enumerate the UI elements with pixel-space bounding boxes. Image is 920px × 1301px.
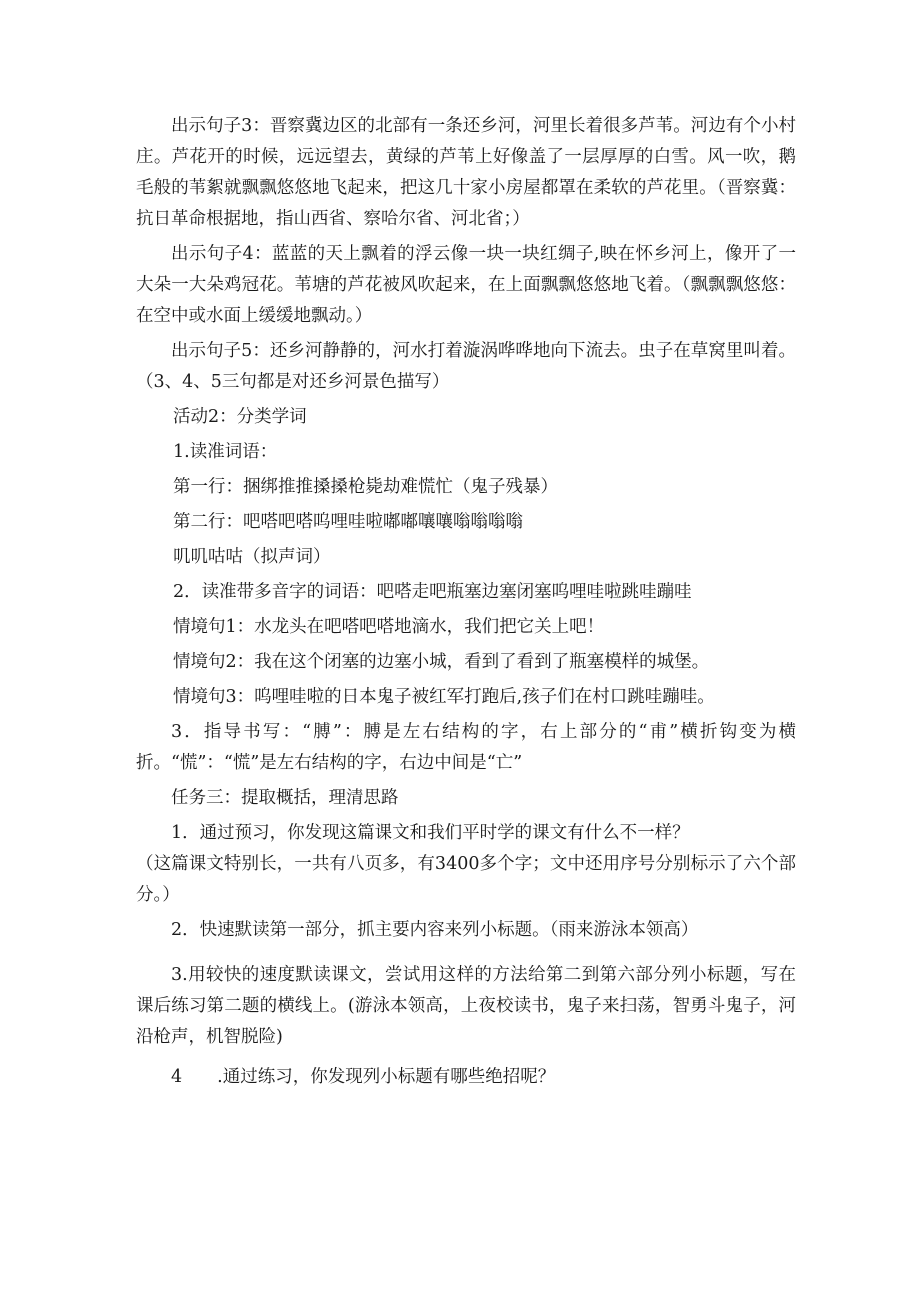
context-sentence-2: 情境句2：我在这个闭塞的边塞小城，看到了看到了瓶塞模样的城堡。 (173, 652, 710, 672)
question-1: 1．通过预习，你发现这篇课文和我们平时学的课文有什么不一样？ (171, 823, 690, 843)
word-row-2-continued: 叽叽咕咕（拟声词） (173, 547, 331, 567)
question-3: 3.用较快的速度默读课文，尝试用这样的方法给第二到第六部分列小标题，写在课后练习第二题的横线上。(游泳本领高，上夜校读书，鬼子来扫荡，智勇斗鬼子，河沿枪声，机智脱险) (136, 965, 796, 1047)
word-row-2: 第二行：吧嗒吧嗒呜哩哇啦嘟嘟嚷嚷嗡嗡嗡嗡 (173, 512, 523, 532)
context-sentence-1: 情境句1：水龙头在吧嗒吧嗒地滴水，我们把它关上吧！ (173, 617, 605, 637)
context-sentence-3: 情境句3：呜哩哇啦的日本鬼子被红军打跑后,孩子们在村口跳哇蹦哇。 (173, 687, 715, 707)
document-page (136, 111, 796, 1093)
activity-2-heading: 活动2：分类学词 (173, 407, 307, 427)
sentence-3: 出示句子3：晋察冀边区的北部有一条还乡河，河里长着很多芦苇。河边有个小村庄。芦花开的时候，远远望去，黄绿的芦苇上好像盖了一层厚厚的白雪。风一吹，鹅毛般的苇絮就飘飘悠悠地飞起来，把这几十家小房屋都罩在柔软的芦花里。（晋察冀：抗日革命根据地，指山西省、察哈尔省、河北省；） (136, 116, 796, 229)
sentence-5: 出示句子5：还乡河静静的，河水打着漩涡哗哗地向下流去。虫子在草窝里叫着。（3、4、5三句都是对还乡河景色描写） (136, 341, 796, 392)
sentence-4: 出示句子4：蓝蓝的天上飘着的浮云像一块一块红绸子,映在怀乡河上，像开了一大朵一大朵鸡冠花。苇塘的芦花被风吹起来，在上面飘飘悠悠地飞着。（飘飘飘悠悠：在空中或水面上缓缓地飘动。） (136, 244, 796, 326)
read-words-heading: 1.读准词语： (173, 442, 278, 462)
polyphonic-words: 2．读准带多音字的词语：吧嗒走吧瓶塞边塞闭塞呜哩哇啦跳哇蹦哇 (173, 582, 692, 602)
word-row-1: 第一行：捆绑推推搡搡枪毙劫难慌忙（鬼子残暴） (173, 477, 558, 497)
question-4: 4 .通过练习，你发现列小标题有哪些绝招呢？ (171, 1067, 556, 1087)
writing-guidance: 3．指导书写：“膊”：膊是左右结构的字，右上部分的“甫”横折钩变为横折。“慌”：“慌”是左右结构的字，右边中间是“亡” (136, 722, 796, 773)
task-3-heading: 任务三：提取概括，理清思路 (171, 788, 399, 808)
question-2: 2．快速默读第一部分，抓主要内容来列小标题。（雨来游泳本领高） (171, 920, 699, 940)
answer-1: （这篇课文特别长，一共有八页多，有3400多个字；文中还用序号分别标示了六个部分。） (136, 854, 796, 905)
